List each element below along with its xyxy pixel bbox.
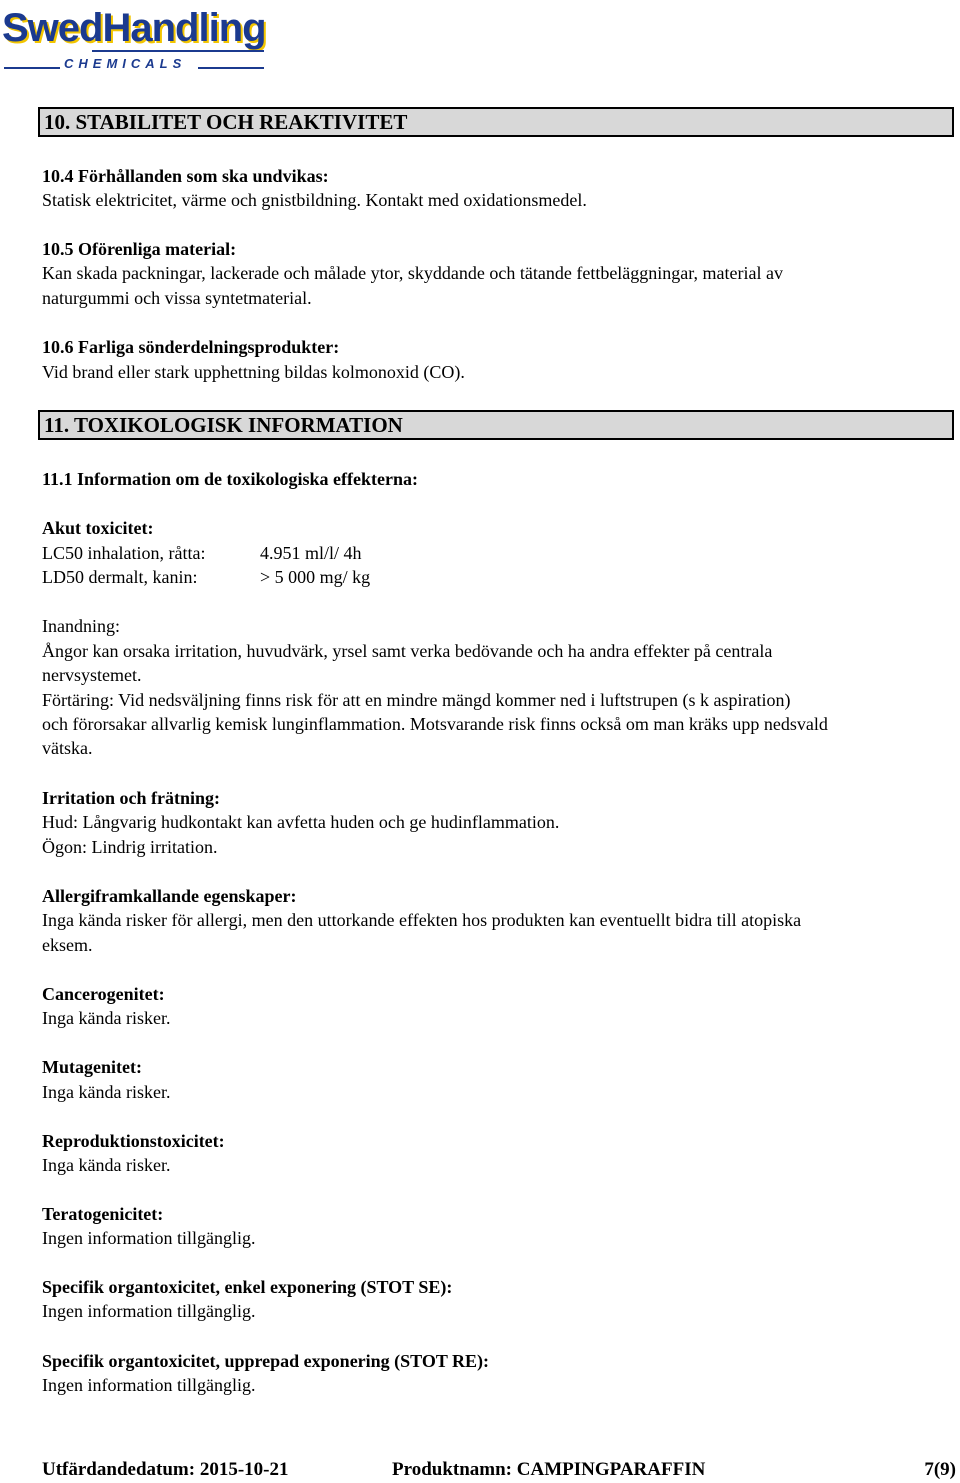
mutagenicity-title: Mutagenitet: [42, 1057, 142, 1077]
issue-date-label: Utfärdandedatum: [42, 1459, 196, 1480]
section-10-heading: 10. STABILITET OCH REAKTIVITET [38, 107, 954, 137]
carcinogenicity-title: Cancerogenitet: [42, 984, 165, 1004]
logo-rule-right [198, 67, 264, 69]
issue-date [42, 1459, 288, 1481]
s10-4-text: Statisk elektricitet, värme och gnistbildning. Kontakt med oxidationsmedel. [42, 190, 587, 210]
ingestion-text-1: Förtäring: Vid nedsväljning finns risk för att en mindre mängd kommer ned i luftstrupen (s k aspiration) [42, 690, 791, 710]
lc50-value: 4.951 ml/l/ 4h [260, 543, 362, 563]
allergy-text-1: Inga kända risker för allergi, men den uttorkande effekten hos produkten kan eventuellt bidra till atopiska [42, 910, 802, 930]
stot-re-title: Specifik organtoxicitet, upprepad exponering (STOT RE): [42, 1351, 490, 1371]
inhalation-title: Inandning: [42, 616, 120, 636]
ingestion-text-2: och förorsakar allvarlig kemisk lunginflammation. Motsvarande risk finns också om man kräks upp nedsvald [42, 714, 828, 734]
s10-5-title: 10.5 Oförenliga material: [42, 239, 237, 259]
irritation-skin: Hud: Långvarig hudkontakt kan avfetta huden och ge hudinflammation. [42, 812, 560, 832]
section-11-heading: 11. TOXIKOLOGISK INFORMATION [38, 410, 954, 440]
s10-5-text-1: Kan skada packningar, lackerade och målade ytor, skyddande och tätande fettbeläggningar, material av [42, 263, 784, 283]
logo-brand-name: SwedHandling [2, 6, 266, 50]
company-logo [2, 4, 266, 74]
stot-se-title: Specifik organtoxicitet, enkel exponering (STOT SE): [42, 1277, 453, 1297]
product-name [392, 1459, 705, 1481]
page-footer [42, 1457, 956, 1483]
ld50-value: > 5 000 mg/ kg [260, 567, 371, 587]
inhalation-text-2: nervsystemet. [42, 665, 142, 685]
reproductive-toxicity-text: Inga kända risker. [42, 1155, 171, 1175]
acute-toxicity-title: Akut toxicitet: [42, 518, 154, 538]
logo-rule [92, 50, 264, 52]
s11-1-title: 11.1 Information om de toxikologiska effekterna: [42, 469, 418, 489]
product-name-label: Produktnamn: [392, 1459, 513, 1480]
s10-6-text: Vid brand eller stark upphettning bildas kolmonoxid (CO). [42, 362, 465, 382]
page-number: 7(9) [924, 1459, 956, 1480]
allergy-title: Allergiframkallande egenskaper: [42, 886, 297, 906]
irritation-eyes: Ögon: Lindrig irritation. [42, 837, 218, 857]
logo-tagline: CHEMICALS [64, 56, 187, 71]
lc50-label: LC50 inhalation, råtta: [42, 543, 206, 563]
logo-rule-left [4, 67, 60, 69]
mutagenicity-text: Inga kända risker. [42, 1082, 171, 1102]
s10-5-text-2: naturgummi och vissa syntetmaterial. [42, 288, 312, 308]
product-name-value: CAMPINGPARAFFIN [516, 1459, 706, 1480]
stot-se-text: Ingen information tillgänglig. [42, 1301, 256, 1321]
teratogenicity-text: Ingen information tillgänglig. [42, 1228, 256, 1248]
ld50-label: LD50 dermalt, kanin: [42, 567, 198, 587]
teratogenicity-title: Teratogenicitet: [42, 1204, 164, 1224]
s10-4-title: 10.4 Förhållanden som ska undvikas: [42, 166, 329, 186]
issue-date-value: 2015-10-21 [199, 1459, 289, 1480]
irritation-title: Irritation och frätning: [42, 788, 220, 808]
ingestion-text-3: vätska. [42, 738, 93, 758]
allergy-text-2: eksem. [42, 935, 93, 955]
carcinogenicity-text: Inga kända risker. [42, 1008, 171, 1028]
inhalation-text-1: Ångor kan orsaka irritation, huvudvärk, yrsel samt verka bedövande och ha andra effekter på centrala [42, 641, 773, 661]
stot-re-text: Ingen information tillgänglig. [42, 1375, 256, 1395]
s10-6-title: 10.6 Farliga sönderdelningsprodukter: [42, 337, 340, 357]
reproductive-toxicity-title: Reproduktionstoxicitet: [42, 1131, 225, 1151]
